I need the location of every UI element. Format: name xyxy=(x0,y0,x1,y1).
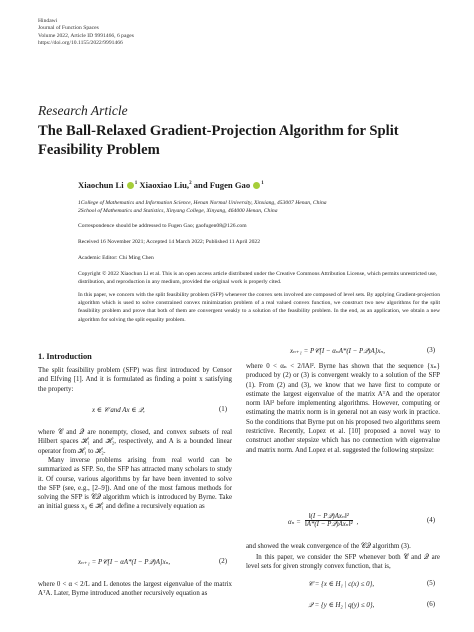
author-affil-mark: 1 xyxy=(261,181,264,187)
right-paragraph-1: where 0 < αₙ < 2/‖A‖². Byrne has shown that the sequence {xₙ} produced by (2) or (3) is convergent weakly to a solution of the SFP (1). From (2) and (3), we know that we have first to compute or estimate the largest eigenvalue of the matrix AᵀA and the operator norm ‖A‖² before implementing algorithms. However, computing or estimating the matrix norm is in general not an easy work in practice. So the conditions that Byrne put on his proposed two algorithms seem restrictive. Recently, Lopez et al. [10] proposed a novel way to construct another stepsize which has no connection with eigenvalue and matrix norm. And Lopez et al. suggested the following stepsize: xyxy=(246,363,440,454)
volume-info: Volume 2022, Article ID 9991466, 6 pages xyxy=(38,32,134,39)
affiliation-2: 2School of Mathematics and Statistics, Xinyang College, Xinyang, 464000 Henan, China xyxy=(78,208,278,214)
abstract-text: In this paper, we concern with the split feasibility problem (SFP) whenever the convex sets involved are composed of level sets. By applying Gradient-projection algorithm which is used to solve constrained convex minimization problem of a real valued convex function, we construct two new algorithms for the split feasibility problem and prove that both of them are convergent weakly to a solution of the feasibility problem. In the end, as an application, we obtain a new algorithm for solving the split equality problem. xyxy=(78,292,440,323)
article-type: Research Article xyxy=(38,103,128,118)
equation-5: 𝒞 = {x ∈ H₁ | c(x) ≤ 0}, xyxy=(308,581,375,588)
journal-header xyxy=(38,18,134,48)
left-paragraph-1: The split feasibility problem (SFP) was first introduced by Censor and Elfving [1]. And it is formulated as finding a point x satisfying the property: xyxy=(38,367,232,393)
author-name: Fugen Gao xyxy=(209,180,251,190)
equation-4-comma: , xyxy=(356,519,359,526)
equation-number: (1) xyxy=(219,406,228,413)
left-paragraph-2: where 𝒞 and 𝒬 are nonempty, closed, and convex subsets of real Hilbert spaces ℋ₁ and ℋ₂, respectively, and A is a bounded linear operator from ℋ₁ to ℋ₂. xyxy=(38,429,232,455)
author-name: Xiaoxiao Liu, xyxy=(139,180,190,190)
author-name: Xiaochun Li xyxy=(78,180,124,190)
dates-line: Received 16 November 2021; Accepted 14 March 2022; Published 11 April 2022 xyxy=(78,239,261,245)
author-list xyxy=(78,180,264,190)
academic-editor: Academic Editor: Chi Ming Chen xyxy=(78,255,154,261)
left-paragraph-3: Many inverse problems arising from real world can be summarized as SFP. So, the SFP has attracted many scholars to study it. Of course, various algorithms by far have been invented to solve the SFP (see, e.g., [2–9]). And one of the most famous methods for solving the SFP is 𝒞𝒬 algorithm which is introduced by Byrne. Take an initial guess x₀ ∈ ℋ₁ and define a recursively equation as xyxy=(38,457,232,511)
right-paragraph-3: In this paper, we consider the SFP whenever both 𝒞 and 𝒬 are level sets for given strongly convex function, that is, xyxy=(246,554,440,571)
journal-name: Journal of Function Spaces xyxy=(38,25,99,32)
affiliations xyxy=(78,199,327,215)
affiliation-1: 1College of Mathematics and Information Science, Henan Normal University, Xinxiang, 453007 Henan, China xyxy=(78,200,327,206)
paper-title: The Ball-Relaxed Gradient-Projection Algorithm for Split Feasibility Problem xyxy=(38,123,399,158)
equation-number: (5) xyxy=(427,580,436,587)
equation-4-denominator: ‖A*(I − P𝒬)Axₙ‖² xyxy=(304,520,353,528)
right-paragraph-2: and showed the weak convergence of the 𝒞𝒬 algorithm (3). xyxy=(246,543,411,550)
equation-number: (4) xyxy=(427,517,436,524)
publisher-name: Hindawi xyxy=(38,18,58,24)
copyright-notice: Copyright © 2022 Xiaochun Li et al. This is an open access article distributed under the Creative Commons Attribution License, which permits unrestricted use, distribution, and reproduction in any medium, provided the original work is properly cited. xyxy=(78,271,437,285)
section-heading: 1. Introduction xyxy=(38,352,92,361)
orcid-icon[interactable] xyxy=(127,182,134,189)
equation-3: xₙ₊₁ = P𝒞[I − αₙA*(I − P𝒬)A]xₙ, xyxy=(290,348,385,355)
equation-number: (6) xyxy=(427,601,436,608)
equation-4 xyxy=(288,511,358,529)
orcid-icon[interactable] xyxy=(253,182,260,189)
equation-1: x ∈ 𝒞 and Ax ∈ 𝒬, xyxy=(92,407,145,414)
author-affil-mark: 2 xyxy=(189,181,192,187)
doi-link[interactable]: https://doi.org/10.1155/2022/9991466 xyxy=(38,40,123,47)
equation-2: xₙ₊₁ = P𝒞[I − αA*(I − P𝒬)A]xₙ, xyxy=(78,559,171,566)
equation-4-numerator: ‖(I − P𝒬)Axₙ‖² xyxy=(305,513,353,521)
correspondence-line: Correspondence should be addressed to Fugen Gao; gaofugen08@126.com xyxy=(78,223,247,229)
equation-4-fraction xyxy=(305,513,353,528)
equation-4-lhs: αₙ = xyxy=(288,519,301,526)
left-paragraph-4: where 0 < α < 2/L and L denotes the largest eigenvalue of the matrix AᵀA. Later, Byrne introduced another recursively equation as xyxy=(38,581,232,598)
equation-number: (3) xyxy=(427,347,436,354)
author-affil-mark: 1 xyxy=(134,181,138,187)
author-conjunction: and xyxy=(193,180,208,190)
equation-number: (2) xyxy=(219,558,228,565)
equation-6: 𝒬 = {y ∈ H₂ | q(y) ≤ 0}, xyxy=(308,602,375,609)
